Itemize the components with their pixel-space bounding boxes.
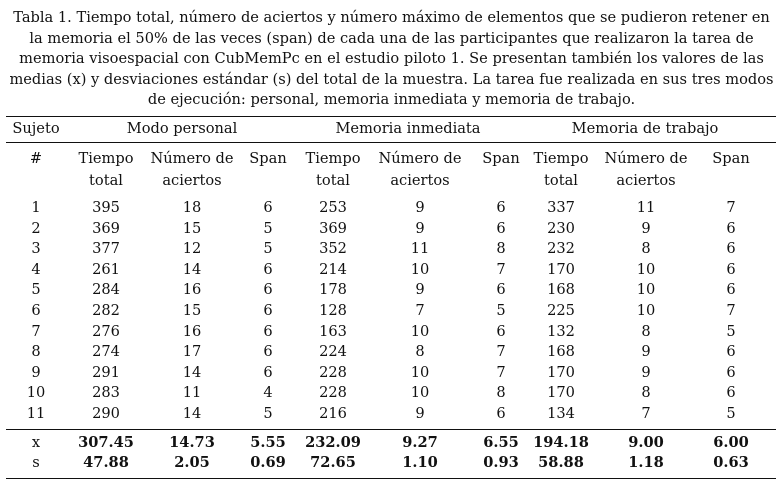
- subject-id: 9: [31, 363, 41, 381]
- table-cell: 6: [263, 199, 273, 216]
- table-cell: 15: [182, 219, 202, 237]
- header-rule: [6, 142, 776, 143]
- table-cell: 9: [415, 219, 425, 237]
- number-header: #: [29, 150, 43, 167]
- subject-id: 6: [31, 302, 41, 319]
- table-cell: 10: [636, 281, 656, 299]
- table-cell: 10: [410, 363, 430, 381]
- table-cell: 9: [415, 405, 425, 422]
- table-cell: 7: [726, 199, 736, 216]
- subject-id: 2: [31, 219, 41, 237]
- summary-cell: 9.27: [402, 434, 438, 451]
- table-cell: 377: [92, 240, 120, 258]
- summary-cell: 9.00: [628, 434, 664, 451]
- subcolumn-header: Número de aciertos: [604, 150, 688, 189]
- table-cell: 290: [92, 405, 120, 422]
- subject-id: 7: [31, 322, 41, 340]
- summary-cell: 232.09: [305, 434, 361, 451]
- table-cell: 5: [726, 322, 736, 340]
- summary-cell: 307.45: [78, 434, 134, 451]
- table-cell: 6: [726, 363, 736, 381]
- table-cell: 8: [415, 343, 425, 361]
- table-cell: 352: [319, 240, 347, 258]
- table-cell: 6: [263, 281, 273, 299]
- table-cell: 4: [263, 384, 273, 402]
- table-cell: 170: [547, 260, 575, 278]
- table-cell: 168: [547, 343, 575, 361]
- summary-cell: 0.69: [250, 454, 286, 471]
- table-cell: 16: [182, 281, 202, 299]
- body-end-rule: [6, 429, 776, 430]
- subject-header: Sujeto: [12, 120, 60, 137]
- table-cell: 291: [92, 363, 120, 381]
- top-rule: [6, 116, 776, 117]
- table-cell: 283: [92, 384, 120, 402]
- table-cell: 170: [547, 384, 575, 402]
- table-cell: 369: [319, 219, 347, 237]
- table-cell: 14: [182, 363, 202, 381]
- subject-id: 5: [31, 281, 41, 299]
- subcolumn-header: Número de aciertos: [150, 150, 234, 189]
- table-cell: 7: [415, 302, 425, 319]
- table-cell: 10: [410, 260, 430, 278]
- table-cell: 6: [496, 219, 506, 237]
- table-cell: 8: [641, 322, 651, 340]
- table-cell: 8: [641, 384, 651, 402]
- table-cell: 5: [726, 405, 736, 422]
- table-cell: 230: [547, 219, 575, 237]
- table-cell: 6: [726, 219, 736, 237]
- table-cell: 10: [636, 260, 656, 278]
- subject-id: 3: [31, 240, 41, 258]
- bottom-rule: [6, 478, 776, 479]
- table-cell: 8: [641, 240, 651, 258]
- table-cell: 282: [92, 302, 120, 319]
- table-cell: 6: [726, 384, 736, 402]
- table-cell: 5: [263, 405, 273, 422]
- table-cell: 7: [726, 302, 736, 319]
- table-cell: 7: [496, 363, 506, 381]
- table-cell: 228: [319, 384, 347, 402]
- table-cell: 6: [726, 281, 736, 299]
- table-cell: 132: [547, 322, 575, 340]
- table-cell: 232: [547, 240, 575, 258]
- table-cell: 12: [182, 240, 202, 258]
- summary-cell: 0.63: [713, 454, 749, 471]
- table-cell: 16: [182, 322, 202, 340]
- summary-cell: 6.00: [713, 434, 749, 451]
- table-cell: 6: [726, 240, 736, 258]
- table-cell: 15: [182, 302, 202, 319]
- subject-id: 10: [26, 384, 46, 402]
- summary-cell: 0.93: [483, 454, 519, 471]
- subcolumn-header: Número de aciertos: [378, 150, 462, 189]
- table-cell: 6: [263, 302, 273, 319]
- table-cell: 9: [415, 199, 425, 216]
- group-header: Memoria de trabajo: [571, 120, 719, 137]
- group-header: Modo personal: [126, 120, 238, 137]
- subcolumn-header: Span: [712, 150, 750, 167]
- table-cell: 261: [92, 260, 120, 278]
- table-cell: 14: [182, 405, 202, 422]
- table-cell: 5: [263, 240, 273, 258]
- table-cell: 6: [263, 322, 273, 340]
- table-cell: 276: [92, 322, 120, 340]
- summary-cell: 6.55: [483, 434, 519, 451]
- table-cell: 9: [641, 219, 651, 237]
- table-cell: 8: [496, 240, 506, 258]
- subcolumn-header: Tiempo total: [533, 150, 589, 189]
- summary-cell: 1.10: [402, 454, 438, 471]
- table-cell: 168: [547, 281, 575, 299]
- table-cell: 7: [496, 260, 506, 278]
- table-cell: 6: [726, 343, 736, 361]
- table-cell: 6: [263, 260, 273, 278]
- table-cell: 214: [319, 260, 347, 278]
- subcolumn-header: Tiempo total: [78, 150, 134, 189]
- table-cell: 6: [496, 405, 506, 422]
- table-cell: 8: [496, 384, 506, 402]
- table-cell: 128: [319, 302, 347, 319]
- table-cell: 163: [319, 322, 347, 340]
- table-cell: 225: [547, 302, 575, 319]
- subcolumn-header: Tiempo total: [305, 150, 361, 189]
- table-cell: 6: [263, 343, 273, 361]
- table-cell: 5: [496, 302, 506, 319]
- summary-cell: 1.18: [628, 454, 664, 471]
- table-cell: 369: [92, 219, 120, 237]
- table-cell: 395: [92, 199, 120, 216]
- table-cell: 274: [92, 343, 120, 361]
- table-cell: 228: [319, 363, 347, 381]
- table-cell: 224: [319, 343, 347, 361]
- table-cell: 17: [182, 343, 202, 361]
- subject-id: 4: [31, 260, 41, 278]
- table-cell: 10: [410, 384, 430, 402]
- table-cell: 6: [496, 199, 506, 216]
- table-cell: 14: [182, 260, 202, 278]
- table-cell: 5: [263, 219, 273, 237]
- table-cell: 178: [319, 281, 347, 299]
- summary-cell: 47.88: [83, 454, 129, 471]
- table-cell: 6: [263, 363, 273, 381]
- subject-id: 8: [31, 343, 41, 361]
- table-cell: 7: [641, 405, 651, 422]
- group-header: Memoria inmediata: [335, 120, 481, 137]
- summary-cell: 2.05: [174, 454, 210, 471]
- subject-id: 1: [31, 199, 41, 216]
- table-cell: 10: [636, 302, 656, 319]
- subject-id: 11: [26, 405, 46, 422]
- table-cell: 10: [410, 322, 430, 340]
- table-cell: 216: [319, 405, 347, 422]
- table-cell: 170: [547, 363, 575, 381]
- table-cell: 9: [641, 343, 651, 361]
- table-cell: 134: [547, 405, 575, 422]
- summary-cell: 72.65: [310, 454, 356, 471]
- table-cell: 6: [726, 260, 736, 278]
- table-cell: 9: [641, 363, 651, 381]
- table-cell: 18: [182, 199, 202, 216]
- summary-label: s: [32, 454, 40, 471]
- summary-label: x: [31, 434, 41, 451]
- subcolumn-header: Span: [482, 150, 520, 167]
- summary-cell: 5.55: [250, 434, 286, 451]
- summary-cell: 14.73: [169, 434, 215, 451]
- subcolumn-header: Span: [249, 150, 287, 167]
- summary-cell: 58.88: [538, 454, 584, 471]
- table-cell: 7: [496, 343, 506, 361]
- table-cell: 11: [182, 384, 202, 402]
- table-cell: 6: [496, 322, 506, 340]
- table-cell: 9: [415, 281, 425, 299]
- table-cell: 11: [636, 199, 656, 216]
- table-cell: 253: [319, 199, 347, 216]
- table-cell: 6: [496, 281, 506, 299]
- table-cell: 284: [92, 281, 120, 299]
- summary-cell: 194.18: [533, 434, 589, 451]
- table-cell: 337: [547, 199, 575, 216]
- table-caption: Tabla 1. Tiempo total, número de aciertos y número máximo de elementos que se pudieron retener en la memoria el 50% de las veces (span) de cada una de las participantes que realizaron la tarea de memoria visoespacial con CubMemPc en el estudio piloto 1. Se presentan también los valores de las medias (x) y desviaciones estándar (s) del total de la muestra. La tarea fue realizada en sus tres modos de ejecución: personal, memoria inmediata y memoria de trabajo.: [9, 9, 774, 108]
- table-cell: 11: [410, 240, 430, 258]
